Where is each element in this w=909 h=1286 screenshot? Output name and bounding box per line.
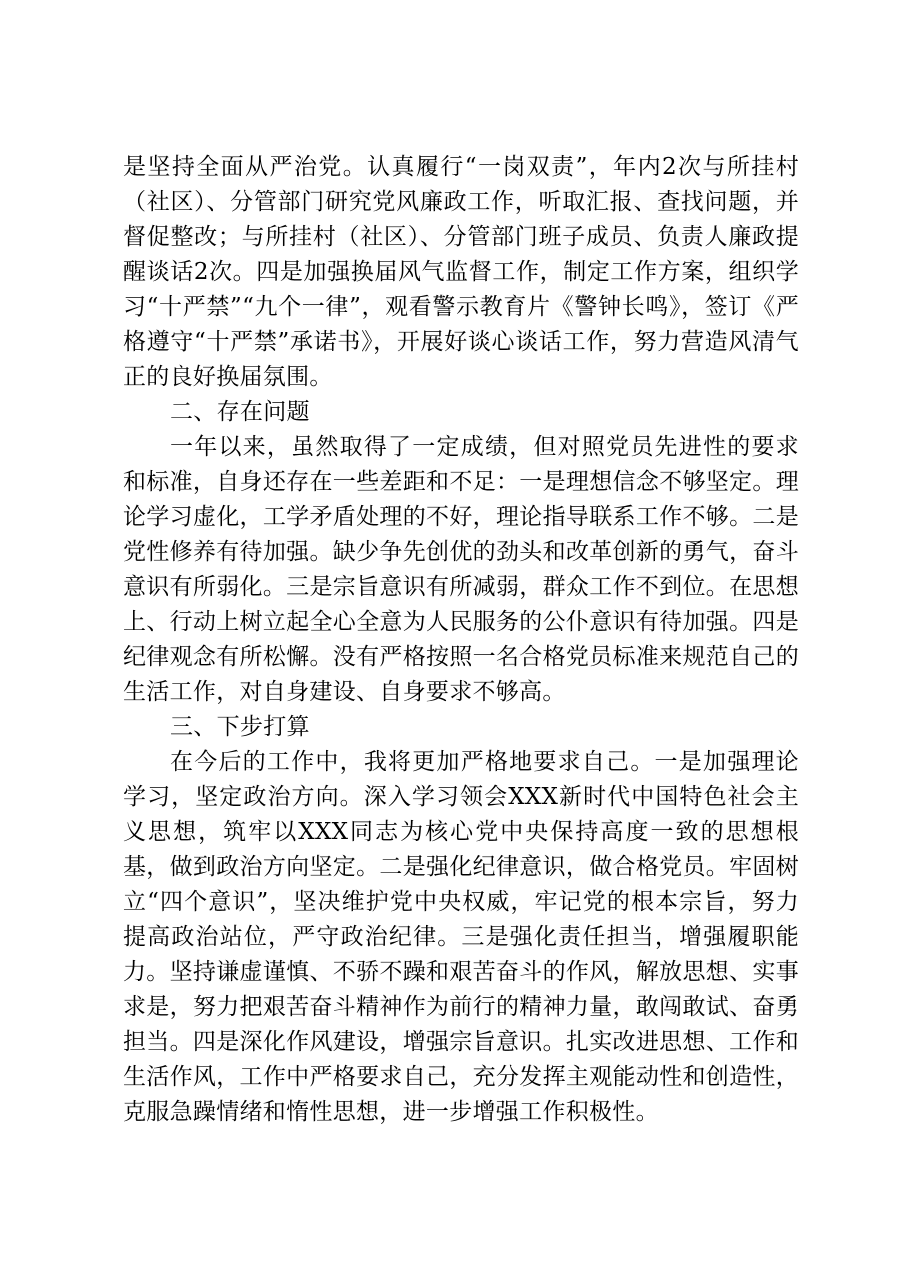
section-heading-existing-problems: 二、存在问题 [170, 399, 310, 425]
paragraph-existing-problems: 一年以来，虽然取得了一定成绩，但对照党员先进性的要求和标准，自身还存在一些差距和不足：一是理想信念不够坚定。理论学习虚化，工学矛盾处理的不好，理论指导联系工作不够。二是党性修养有待加强。缺少争先创优的劲头和改革创新的勇气，奋斗意识有所弱化。三是宗旨意识有所减弱，群众工作不到位。在思想上、行动上树立起全心全意为人民服务的公仆意识有待加强。四是纪律观念有所松懈。没有严格按照一名合格党员标准来规范自己的生活工作，对自身建设、自身要求不够高。 [123, 434, 799, 705]
section-heading-next-steps: 三、下步打算 [170, 714, 310, 740]
document-body [123, 150, 799, 1130]
paragraph-next-steps: 在今后的工作中，我将更加严格地要求自己。一是加强理论学习，坚定政治方向。深入学习领会XXX新时代中国特色社会主义思想，筑牢以XXX同志为核心党中央保持高度一致的思想根基，做到政治方向坚定。二是强化纪律意识，做合格党员。牢固树立“四个意识”，坚决维护党中央权威，牢记党的根本宗旨，努力提高政治站位，严守政治纪律。三是强化责任担当，增强履职能力。坚持谦虚谨慎、不骄不躁和艰苦奋斗的作风，解放思想、实事求是，努力把艰苦奋斗精神作为前行的精神力量，敢闯敢试、奋勇担当。四是深化作风建设，增强宗旨意识。扎实改进思想、工作和生活作风，工作中严格要求自己，充分发挥主观能动性和创造性，克服急躁情绪和惰性思想，进一步增强工作积极性。 [123, 749, 799, 1125]
paragraph-continued-party-discipline: 是坚持全面从严治党。认真履行“一岗双责”，年内2次与所挂村（社区）、分管部门研究党风廉政工作，听取汇报、查找问题，并督促整改；与所挂村（社区）、分管部门班子成员、负责人廉政提醒谈话2次。四是加强换届风气监督工作，制定工作方案，组织学习“十严禁”“九个一律”，观看警示教育片《警钟长鸣》，签订《严格遵守“十严禁”承诺书》，开展好谈心谈话工作，努力营造风清气正的良好换届氛围。 [123, 154, 799, 390]
